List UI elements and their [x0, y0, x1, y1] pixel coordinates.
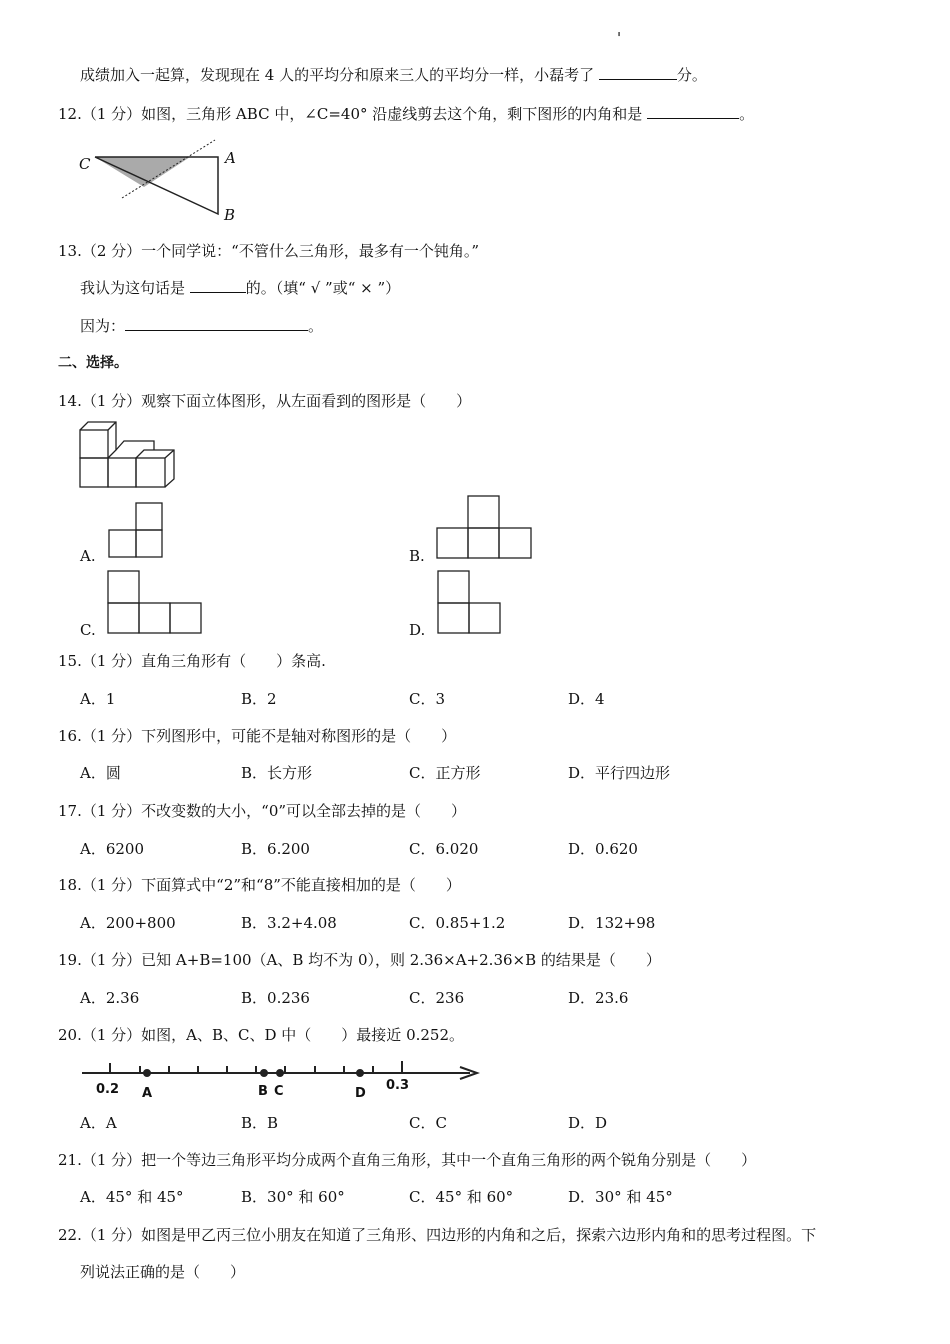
option-c[interactable]: C．正方形	[409, 764, 481, 782]
q14-solid-figure	[80, 422, 174, 487]
option-a[interactable]: A．6200	[80, 840, 145, 858]
label-a: A	[225, 149, 236, 167]
option-b[interactable]: B．B	[241, 1114, 279, 1132]
option-a-figure	[109, 503, 162, 557]
option-c[interactable]: C．6.020	[409, 840, 479, 858]
option-c[interactable]: C.	[80, 621, 96, 639]
option-a[interactable]: A．45° 和 45°	[80, 1188, 184, 1206]
option-a[interactable]: A.	[80, 547, 96, 565]
point-a-label: A	[142, 1086, 153, 1101]
q16: 16.（1 分）下列图形中，可能不是轴对称图形的是（ ）	[58, 727, 457, 745]
answer-blank[interactable]	[190, 278, 246, 293]
label-b: B	[224, 206, 236, 224]
option-b[interactable]: B.	[409, 547, 425, 565]
option-d[interactable]: D．132+98	[568, 914, 656, 932]
option-b[interactable]: B．0.236	[241, 989, 310, 1007]
option-d[interactable]: D．D	[568, 1114, 608, 1132]
point-d-label: D	[355, 1086, 366, 1101]
option-d-figure	[438, 571, 500, 633]
option-a[interactable]: A．200+800	[80, 914, 176, 932]
q13: 13.（2 分）一个同学说：“不管什么三角形，最多有一个钝角。”	[58, 242, 480, 260]
option-c-figure	[108, 571, 201, 633]
q14: 14.（1 分）观察下面立体图形，从左面看到的图形是（ ）	[58, 392, 472, 410]
label-c: C	[79, 155, 91, 173]
option-c[interactable]: C．3	[409, 690, 446, 708]
option-b[interactable]: B．2	[241, 690, 277, 708]
q18: 18.（1 分）下面算式中“2”和“8”不能直接相加的是（ ）	[58, 876, 461, 894]
number-line	[82, 1061, 477, 1079]
q13-line2: 我认为这句话是 的。（填“ √ ”或“ × ”）	[80, 279, 401, 297]
option-b[interactable]: B．长方形	[241, 764, 313, 782]
section-heading: 二、选择。	[58, 355, 128, 371]
point-c-label: C	[274, 1084, 284, 1099]
option-a[interactable]: A．2.36	[80, 989, 140, 1007]
option-c[interactable]: C．236	[409, 989, 465, 1007]
q15: 15.（1 分）直角三角形有（ ）条高.	[58, 652, 326, 670]
point-b-label: B	[258, 1084, 268, 1099]
option-a[interactable]: A．A	[80, 1114, 117, 1132]
option-a[interactable]: A．圆	[80, 764, 121, 782]
number-line-end-label: 0.3	[386, 1078, 410, 1093]
answer-blank[interactable]	[125, 316, 308, 331]
option-c[interactable]: C．C	[409, 1114, 447, 1132]
option-a[interactable]: A．1	[80, 690, 116, 708]
q11-continuation: 成绩加入一起算，发现现在 4 人的平均分和原来三人的平均分一样，小磊考了 分。	[80, 66, 707, 84]
q17: 17.（1 分）不改变数的大小，“0”可以全部去掉的是（ ）	[58, 802, 467, 820]
q22: 22.（1 分）如图是甲乙丙三位小朋友在知道了三角形、四边形的内角和之后，探索六边形内角和的思考过程图。下	[58, 1226, 817, 1244]
option-b[interactable]: B．3.2+4.08	[241, 914, 337, 932]
q13-line3: 因为： 。	[80, 317, 324, 335]
option-c[interactable]: C．0.85+1.2	[409, 914, 506, 932]
stray-mark: '	[617, 29, 622, 47]
q19: 19.（1 分）已知 A+B=100（A、B 均不为 0），则 2.36×A+2.36×B 的结果是（ ）	[58, 951, 661, 969]
option-d[interactable]: D．30° 和 45°	[568, 1188, 673, 1206]
q22-line2: 列说法正确的是（ ）	[80, 1263, 246, 1281]
option-d[interactable]: D．平行四边形	[568, 764, 671, 782]
option-b[interactable]: B．30° 和 60°	[241, 1188, 345, 1206]
option-b[interactable]: B．6.200	[241, 840, 310, 858]
number-line-start-label: 0.2	[96, 1082, 120, 1097]
option-c[interactable]: C．45° 和 60°	[409, 1188, 514, 1206]
q21: 21.（1 分）把一个等边三角形平均分成两个直角三角形，其中一个直角三角形的两个锐角分别是（ ）	[58, 1151, 757, 1169]
option-b-figure	[437, 496, 531, 558]
option-d[interactable]: D．4	[568, 690, 605, 708]
option-d[interactable]: D．23.6	[568, 989, 629, 1007]
q12: 12.（1 分）如图，三角形 ABC 中，∠C=40° 沿虚线剪去这个角，剩下图形的内角和是 。	[58, 105, 755, 123]
q20: 20.（1 分）如图，A、B、C、D 中（ ）最接近 0.252。	[58, 1026, 465, 1044]
option-d[interactable]: D.	[409, 621, 426, 639]
option-d[interactable]: D．0.620	[568, 840, 638, 858]
